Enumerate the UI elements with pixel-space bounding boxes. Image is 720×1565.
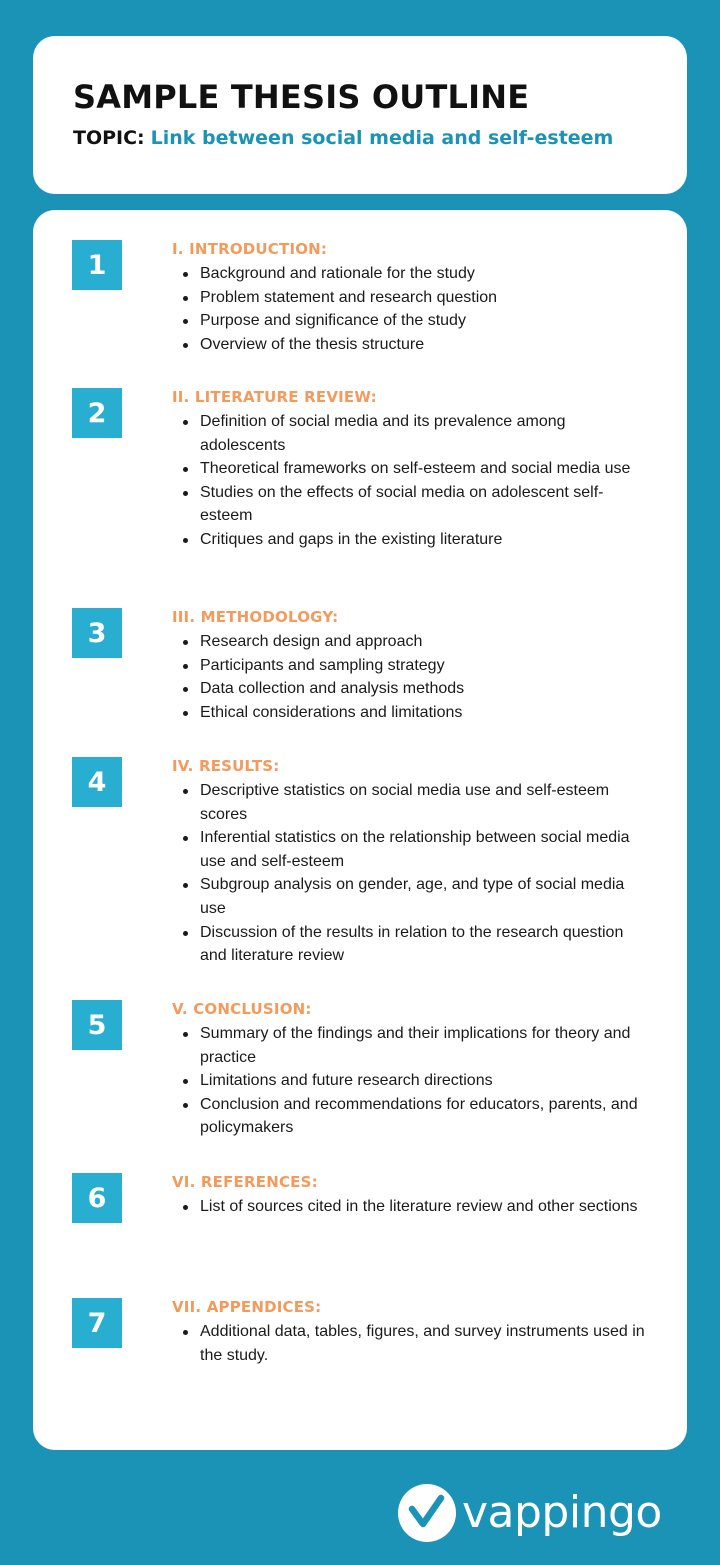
list-item: Subgroup analysis on gender, age, and type of social media use [172, 873, 652, 920]
topic-line [73, 127, 613, 149]
list-item: Theoretical frameworks on self-esteem and social media use [172, 457, 652, 481]
list-item: Inferential statistics on the relationship between social media use and self-esteem [172, 826, 652, 873]
header-card [33, 36, 687, 194]
list-item: Summary of the findings and their implications for theory and practice [172, 1022, 652, 1069]
section-body [172, 608, 652, 724]
section-body [172, 388, 652, 552]
section-number-badge: 3 [72, 608, 122, 658]
section-number-badge: 2 [72, 388, 122, 438]
brand-name: vappingo [462, 1487, 662, 1538]
list-item: Research design and approach [172, 630, 652, 654]
list-item: Critiques and gaps in the existing literature [172, 528, 652, 552]
section-body [172, 240, 652, 356]
list-item: Purpose and significance of the study [172, 309, 652, 333]
section-items [172, 779, 652, 968]
topic-label: TOPIC: [73, 127, 145, 149]
section-title: V. CONCLUSION: [172, 1000, 312, 1018]
section-items [172, 410, 652, 552]
section-title: II. LITERATURE REVIEW: [172, 388, 377, 406]
outline-card [33, 210, 687, 1450]
list-item: Definition of social media and its prevalence among adolescents [172, 410, 652, 457]
section-items [172, 262, 652, 356]
list-item: Additional data, tables, figures, and survey instruments used in the study. [172, 1320, 652, 1367]
list-item: Background and rationale for the study [172, 262, 652, 286]
list-item: Problem statement and research question [172, 286, 652, 310]
list-item: Overview of the thesis structure [172, 333, 652, 357]
section-title: VII. APPENDICES: [172, 1298, 322, 1316]
section-title: VI. REFERENCES: [172, 1173, 318, 1191]
list-item: Descriptive statistics on social media use and self-esteem scores [172, 779, 652, 826]
list-item: Ethical considerations and limitations [172, 701, 652, 725]
section-items [172, 1320, 652, 1367]
topic-text: Link between social media and self-esteem [150, 127, 614, 149]
section-number-badge: 5 [72, 1000, 122, 1050]
section-title: IV. RESULTS: [172, 757, 280, 775]
section-items [172, 1022, 652, 1140]
list-item: List of sources cited in the literature review and other sections [172, 1195, 652, 1219]
list-item: Studies on the effects of social media on adolescent self-esteem [172, 481, 652, 528]
list-item: Discussion of the results in relation to the research question and literature review [172, 921, 652, 968]
brand-logo [398, 1478, 662, 1548]
list-item: Participants and sampling strategy [172, 654, 652, 678]
section-number-badge: 6 [72, 1173, 122, 1223]
section-number-badge: 4 [72, 757, 122, 807]
section-title: III. METHODOLOGY: [172, 608, 339, 626]
section-body [172, 1298, 652, 1367]
section-items [172, 1195, 652, 1219]
list-item: Conclusion and recommendations for educators, parents, and policymakers [172, 1093, 652, 1140]
section-title: I. INTRODUCTION: [172, 240, 328, 258]
checkmark-logo-icon [398, 1484, 456, 1542]
section-items [172, 630, 652, 724]
section-number-badge: 1 [72, 240, 122, 290]
section-body [172, 757, 652, 968]
list-item: Limitations and future research directions [172, 1069, 652, 1093]
section-number-badge: 7 [72, 1298, 122, 1348]
list-item: Data collection and analysis methods [172, 677, 652, 701]
page-title: SAMPLE THESIS OUTLINE [73, 78, 530, 116]
section-body [172, 1000, 652, 1140]
section-body [172, 1173, 652, 1219]
